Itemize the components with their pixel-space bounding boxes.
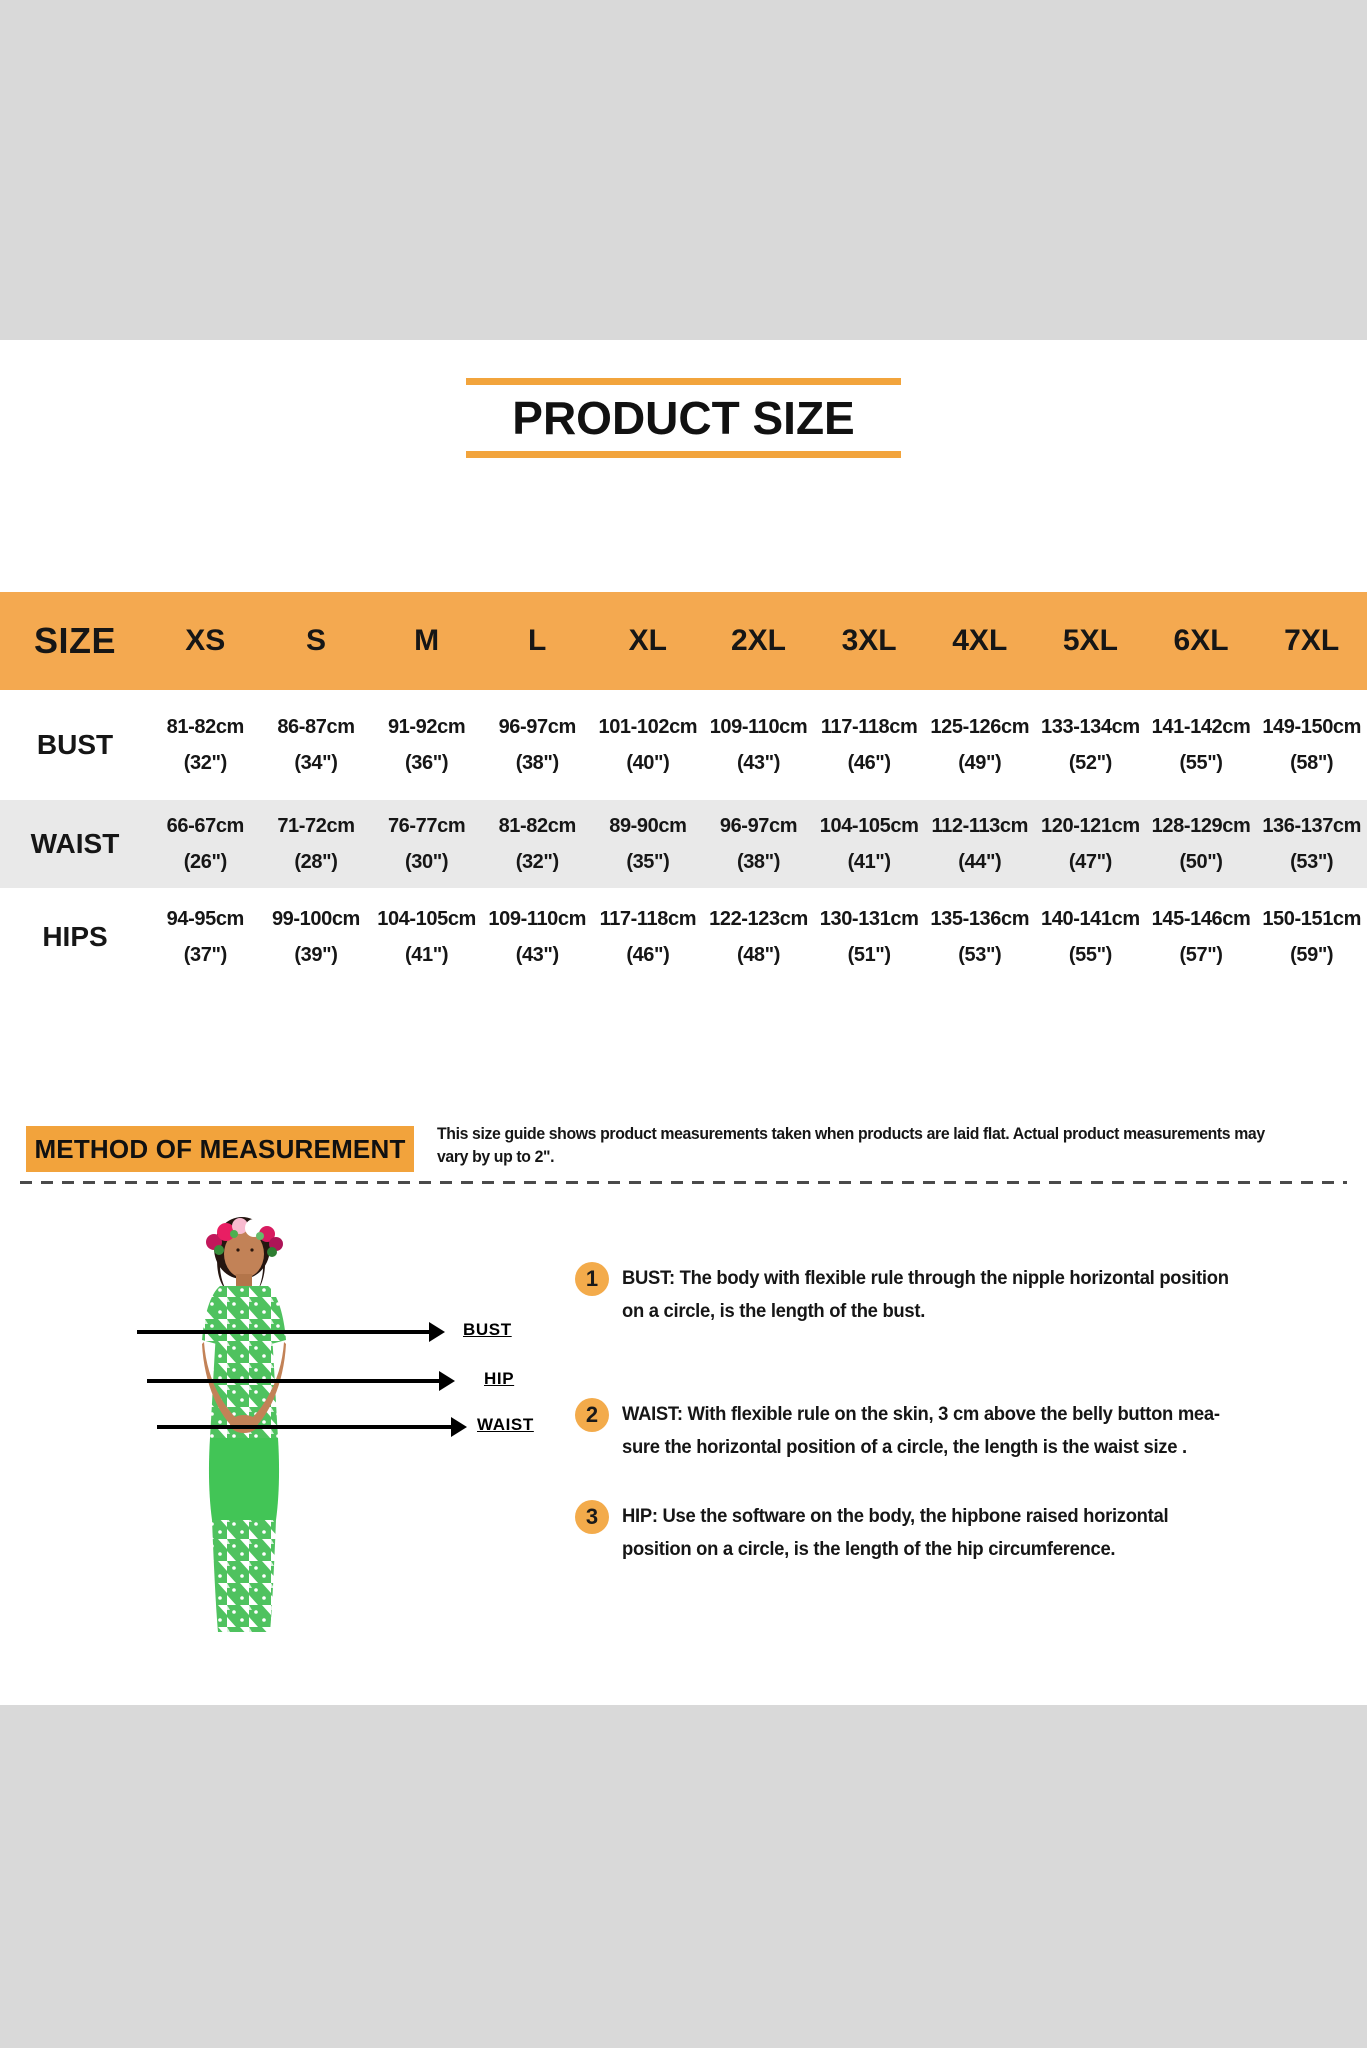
step-number-badge: 3: [575, 1500, 609, 1534]
measurement-cell: 81-82cm (32"): [166, 716, 244, 774]
size-column-header: S: [305, 624, 326, 657]
step-text: BUST: The body with flexible rule through the nipple horizontal position on a circle, is the length of the bust.: [622, 1268, 1229, 1322]
size-column-header: 3XL: [841, 624, 897, 657]
size-column-header: XS: [185, 624, 226, 657]
measurement-cell: 150-151cm (59"): [1262, 907, 1362, 966]
measurement-cell: 96-97cm (38"): [498, 716, 576, 774]
measurement-cell: 86-87cm (34"): [277, 716, 355, 774]
measurement-cell: 125-126cm (49"): [930, 716, 1030, 774]
measurement-cell: 133-134cm (52"): [1041, 716, 1140, 774]
size-column-header: XL: [628, 624, 668, 657]
step-number-badge: 2: [575, 1398, 609, 1432]
measurement-cell: 130-131cm (51"): [819, 907, 919, 966]
hip-arrow: [147, 1379, 440, 1383]
measurement-cell: 89-90cm (35"): [609, 815, 687, 873]
measurement-row-bust: [0, 690, 1367, 800]
measurement-cell: 117-118cm (46"): [599, 907, 697, 966]
method-of-measurement-heading: METHOD OF MEASUREMENT: [26, 1126, 414, 1172]
step-text: HIP: Use the software on the body, the hipbone raised horizontal position on a circle, is the length of the hip circumference.: [622, 1506, 1169, 1560]
measurement-cell: 117-118cm (46"): [820, 716, 918, 774]
size-table: [0, 592, 1367, 985]
measurement-cell: 128-129cm (50"): [1151, 815, 1251, 873]
waist-arrow: [157, 1425, 452, 1429]
measurement-cell: 96-97cm (38"): [719, 815, 798, 873]
measurement-cell: 71-72cm (28"): [277, 815, 355, 873]
size-column-header: 6XL: [1173, 624, 1229, 657]
measurement-cell: 99-100cm (39"): [271, 907, 360, 966]
dashed-divider: [20, 1181, 1347, 1184]
model-photo: [172, 1198, 312, 1638]
size-table-header-row: [0, 592, 1367, 690]
size-column-header: 2XL: [730, 624, 786, 657]
size-table-body: [0, 690, 1367, 985]
measurement-cell: 149-150cm (58"): [1262, 716, 1362, 774]
size-column-header: 5XL: [1062, 624, 1118, 657]
bottom-gray-band: [0, 1705, 1367, 2048]
model-hands: [230, 1415, 258, 1433]
title-block: [0, 378, 1367, 458]
size-guide-note: [437, 1122, 1265, 1168]
measurement-cell: 120-121cm (47"): [1041, 815, 1140, 873]
measurement-cell: 112-113cm (44"): [931, 815, 1029, 873]
measurement-step: [575, 1500, 1185, 1566]
measurement-cell: 94-95cm (37"): [166, 907, 244, 966]
measurement-cell: 104-105cm (41"): [819, 815, 919, 873]
measurement-cell: 109-110cm (43"): [709, 716, 808, 774]
measurement-cell: 141-142cm (55"): [1151, 716, 1251, 774]
size-column-header: 7XL: [1284, 624, 1340, 657]
size-guide-note-line1: This size guide shows product measurements taken when products are laid flat. Actual product measurements may: [437, 1124, 1265, 1143]
row-label: WAIST: [30, 828, 120, 859]
measurement-cell: 104-105cm (41"): [377, 907, 476, 966]
bust-label: BUST: [463, 1320, 512, 1339]
row-label: HIPS: [42, 920, 108, 952]
measurement-cell: 145-146cm (57"): [1151, 907, 1251, 966]
row-label: BUST: [36, 729, 114, 760]
step-number-badge: 1: [575, 1262, 609, 1296]
hip-label: HIP: [484, 1369, 515, 1388]
page-title: PRODUCT SIZE: [466, 378, 900, 458]
size-column-header: L: [528, 624, 547, 657]
measurement-cell: 140-141cm (55"): [1041, 907, 1140, 966]
measurement-step: [575, 1262, 1247, 1328]
measurement-cell: 66-67cm (26"): [166, 815, 244, 873]
bust-arrow: [137, 1330, 430, 1334]
measurement-step: [575, 1398, 1238, 1464]
measurement-cell: 122-123cm (48"): [709, 907, 808, 966]
size-column-header: 4XL: [952, 624, 1008, 657]
measurement-row-waist: [0, 800, 1367, 888]
step-text: WAIST: With flexible rule on the skin, 3 cm above the belly button mea- sure the horizontal position of a circle, the length is the waist size .: [622, 1404, 1220, 1458]
measurement-cell: 81-82cm (32"): [498, 815, 576, 873]
measurement-cell: 91-92cm (36"): [387, 716, 466, 774]
size-column-header: M: [414, 624, 440, 657]
measurement-cell: 109-110cm (43"): [488, 907, 587, 966]
measurement-cell: 101-102cm (40"): [598, 716, 698, 774]
measurement-cell: 136-137cm (53"): [1262, 815, 1362, 873]
top-gray-band: [0, 0, 1367, 340]
size-guide-note-line2: vary by up to 2".: [437, 1147, 555, 1166]
waist-label: WAIST: [477, 1415, 534, 1434]
measurement-row-hips: [0, 888, 1367, 985]
measurement-cell: 135-136cm (53"): [930, 907, 1030, 966]
size-header-label: SIZE: [33, 620, 116, 661]
measurement-cell: 76-77cm (30"): [387, 815, 466, 873]
